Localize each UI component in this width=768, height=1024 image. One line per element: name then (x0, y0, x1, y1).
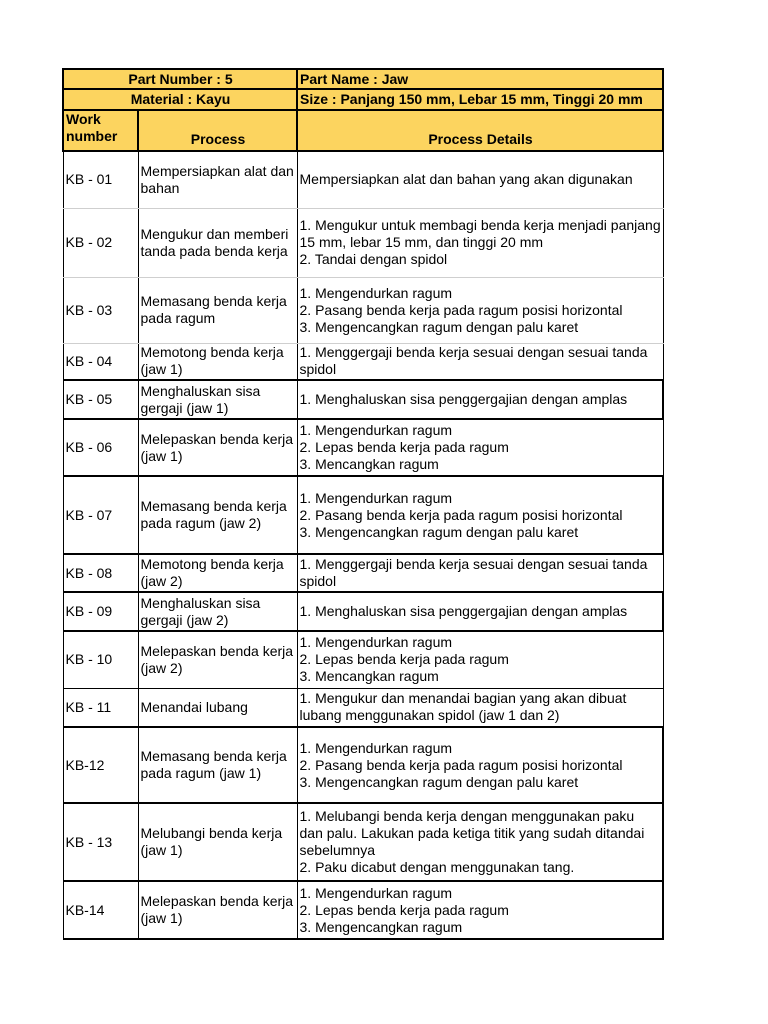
process-details: 1. Mengendurkan ragum 2. Pasang benda kerja pada ragum posisi horizontal 3. Mengencangkan ragum dengan palu karet (297, 476, 663, 554)
size: Size : Panjang 150 mm, Lebar 15 mm, Tinggi 20 mm (297, 89, 663, 110)
process-details: 1. Menggergaji benda kerja sesuai dengan sesuai tanda spidol (297, 343, 663, 380)
table-row (63, 208, 663, 277)
process: Melepaskan benda kerja (jaw 1) (138, 419, 297, 476)
process: Melepaskan benda kerja (jaw 1) (138, 881, 297, 939)
process-details: 1. Mengendurkan ragum 2. Lepas benda kerja pada ragum 3. Mencangkan ragum (297, 631, 663, 688)
process: Menandai lubang (138, 688, 297, 727)
header-row-material (63, 89, 663, 110)
process: Menghaluskan sisa gergaji (jaw 1) (138, 380, 297, 419)
process: Mempersiapkan alat dan bahan (138, 151, 297, 208)
process: Melepaskan benda kerja (jaw 2) (138, 631, 297, 688)
process: Memotong benda kerja (jaw 2) (138, 554, 297, 592)
process-details: 1. Menghaluskan sisa penggergajian dengan amplas (297, 380, 663, 419)
process-details: 1. Mengukur dan menandai bagian yang akan dibuat lubang menggunakan spidol (jaw 1 dan 2) (297, 688, 663, 727)
work-number: KB - 03 (63, 277, 138, 343)
work-number: KB-14 (63, 881, 138, 939)
col-work-number: Work number (63, 110, 138, 151)
process-details: 1. Mengendurkan ragum 2. Pasang benda kerja pada ragum posisi horizontal 3. Mengencangkan ragum dengan palu karet (297, 727, 663, 803)
table-row (63, 380, 663, 419)
part-name: Part Name : Jaw (297, 69, 663, 89)
process: Mengukur dan memberi tanda pada benda kerja (138, 208, 297, 277)
table-row (63, 727, 663, 803)
table-row (63, 688, 663, 727)
table-row (63, 151, 663, 208)
process: Memasang benda kerja pada ragum (138, 277, 297, 343)
work-number: KB - 05 (63, 380, 138, 419)
process: Memasang benda kerja pada ragum (jaw 1) (138, 727, 297, 803)
work-number: KB - 13 (63, 803, 138, 881)
process-details: 1. Melubangi benda kerja dengan menggunakan paku dan palu. Lakukan pada ketiga titik yang sudah ditandai sebelumnya 2. Paku dicabut dengan menggunakan tang. (297, 803, 663, 881)
process-sheet-table (62, 68, 664, 940)
column-header-row (63, 110, 663, 151)
process-details: Mempersiapkan alat dan bahan yang akan digunakan (297, 151, 663, 208)
process-details: 1. Mengendurkan ragum 2. Pasang benda kerja pada ragum posisi horizontal 3. Mengencangkan ragum dengan palu karet (297, 277, 663, 343)
table-row (63, 476, 663, 554)
col-process: Process (138, 110, 297, 151)
material: Material : Kayu (63, 89, 297, 110)
table-row (63, 277, 663, 343)
work-number: KB - 07 (63, 476, 138, 554)
process-details: 1. Menghaluskan sisa penggergajian dengan amplas (297, 592, 663, 631)
table-row (63, 419, 663, 476)
part-number: Part Number : 5 (63, 69, 297, 89)
table-row (63, 803, 663, 881)
process: Memotong benda kerja (jaw 1) (138, 343, 297, 380)
col-details: Process Details (297, 110, 663, 151)
table-row (63, 881, 663, 939)
work-number: KB - 04 (63, 343, 138, 380)
process: Melubangi benda kerja (jaw 1) (138, 803, 297, 881)
work-number: KB - 06 (63, 419, 138, 476)
work-number: KB-12 (63, 727, 138, 803)
work-number: KB - 10 (63, 631, 138, 688)
table-row (63, 631, 663, 688)
work-number: KB - 01 (63, 151, 138, 208)
process: Menghaluskan sisa gergaji (jaw 2) (138, 592, 297, 631)
process-details: 1. Mengukur untuk membagi benda kerja menjadi panjang 15 mm, lebar 15 mm, dan tinggi 20 mm 2. Tandai dengan spidol (297, 208, 663, 277)
table-row (63, 554, 663, 592)
work-number: KB - 02 (63, 208, 138, 277)
process: Memasang benda kerja pada ragum (jaw 2) (138, 476, 297, 554)
header-row-part (63, 69, 663, 89)
process-details: 1. Mengendurkan ragum 2. Lepas benda kerja pada ragum 3. Mencangkan ragum (297, 419, 663, 476)
work-number: KB - 09 (63, 592, 138, 631)
process-details: 1. Mengendurkan ragum 2. Lepas benda kerja pada ragum 3. Mengencangkan ragum (297, 881, 663, 939)
process-details: 1. Menggergaji benda kerja sesuai dengan sesuai tanda spidol (297, 554, 663, 592)
table-row (63, 343, 663, 380)
work-number: KB - 08 (63, 554, 138, 592)
table-row (63, 592, 663, 631)
work-number: KB - 11 (63, 688, 138, 727)
